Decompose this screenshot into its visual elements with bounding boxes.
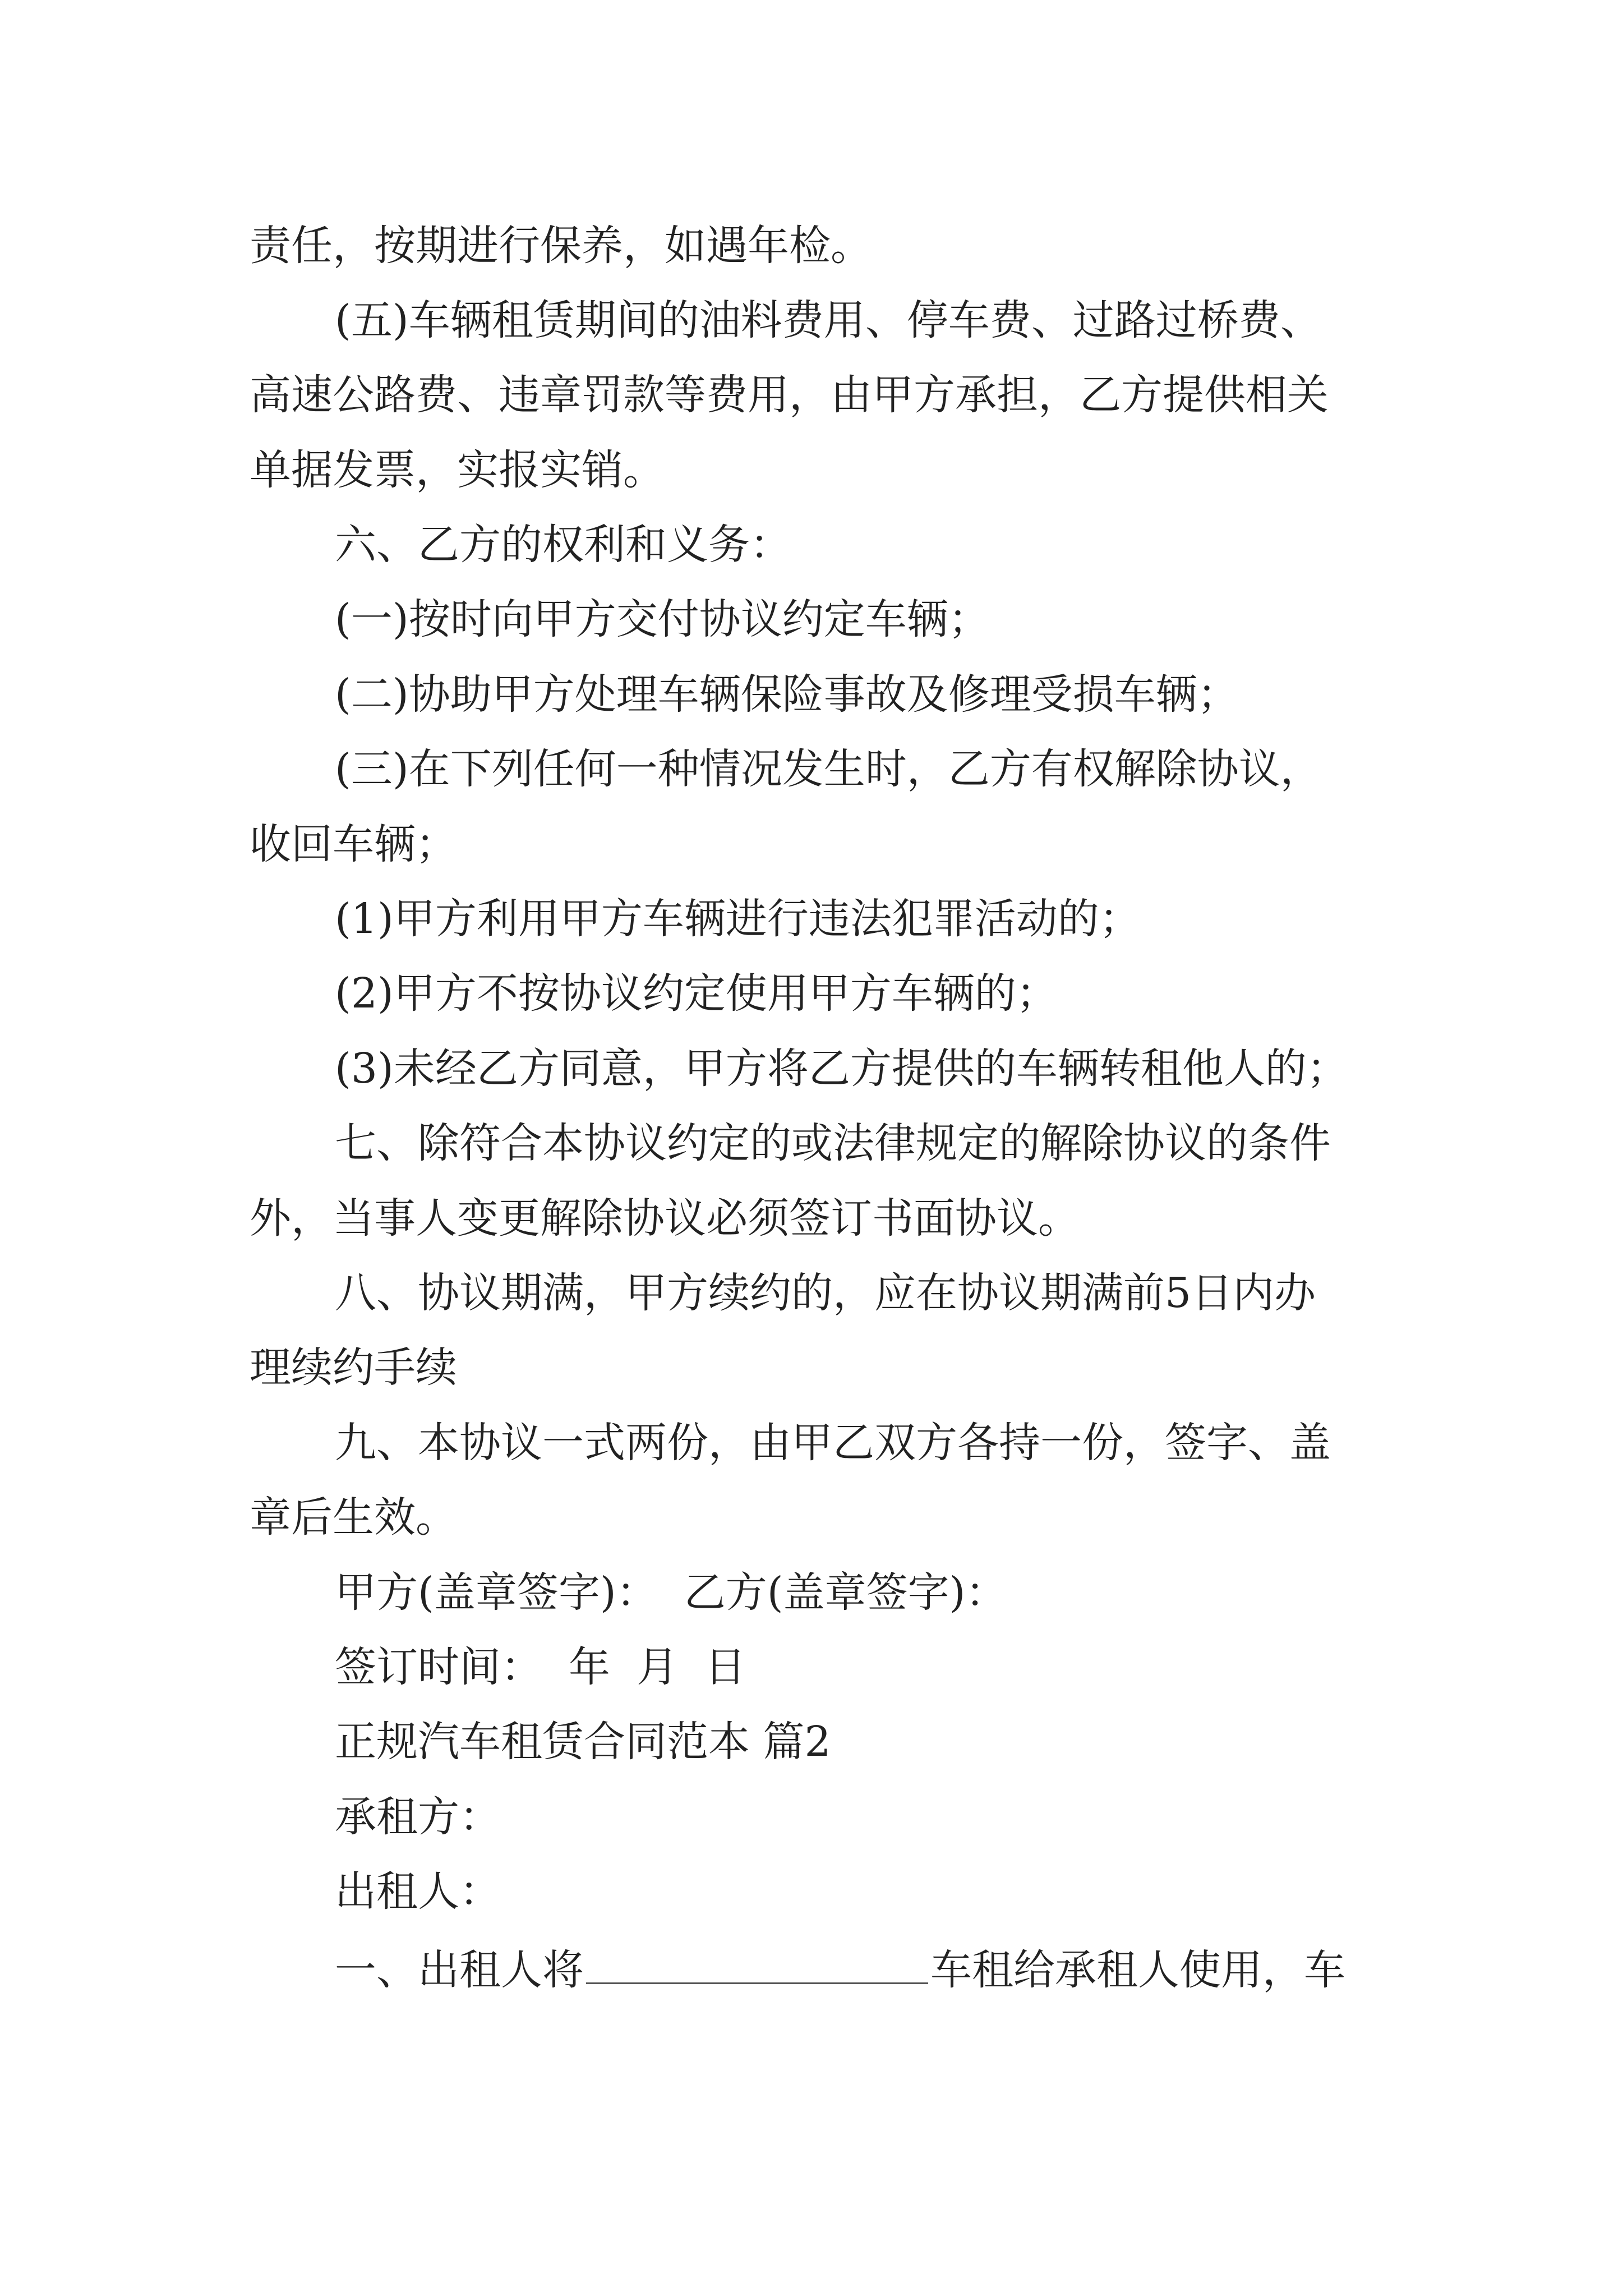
text-line-23: 出租人： [335,1867,501,1916]
text-line-24 [335,1939,1345,1995]
text-line-22: 承租方： [335,1793,501,1841]
text-line-3: 高速公路费、违章罚款等费用，由甲方承担，乙方提供相关 [250,371,1329,419]
text-line-14: 外，当事人变更解除协议必须签订书面协议。 [250,1194,1080,1243]
text-line-16: 理续约手续 [250,1343,457,1392]
text-line-5: 六、乙方的权利和义务： [335,521,791,569]
text-line-17: 九、本协议一式两份，由甲乙双方各持一份，签字、盖 [335,1419,1331,1467]
text-line-11: (2)甲方不按协议约定使用甲方车辆的； [335,969,1058,1018]
text-line-9: 收回车辆； [250,820,457,868]
text-line-10: (1)甲方利用甲方车辆进行违法犯罪活动的； [335,895,1141,943]
text-line-6: (一)按时向甲方交付协议约定车辆； [335,595,990,643]
text-line-12: (3)未经乙方同意，甲方将乙方提供的车辆转租他人的； [335,1045,1348,1093]
text-line-24-before: 一、出租人将 [335,1946,584,1994]
text-line-21: 正规汽车租赁合同范本 篇2 [335,1718,831,1766]
text-line-4: 单据发票，实报实销。 [250,446,665,494]
text-line-24-after: 车租给承租人使用，车 [930,1946,1345,1994]
text-line-1: 责任，按期进行保养，如遇年检。 [250,222,872,270]
text-line-7: (二)协助甲方处理车辆保险事故及修理受损车辆； [335,670,1239,719]
text-line-19: 甲方(盖章签字)： 乙方(盖章签字)： [335,1568,1007,1617]
fill-in-blank [586,1939,928,1984]
text-line-20: 签订时间： 年 月 日 [335,1643,746,1691]
text-line-13: 七、除符合本协议约定的或法律规定的解除协议的条件 [335,1119,1331,1167]
text-line-18: 章后生效。 [250,1493,457,1542]
text-line-8: (三)在下列任何一种情况发生时，乙方有权解除协议， [335,745,1322,793]
text-line-15: 八、协议期满，甲方续约的，应在协议期满前5日内办 [335,1269,1316,1317]
text-line-2: (五)车辆租赁期间的油料费用、停车费、过路过桥费、 [335,296,1322,344]
